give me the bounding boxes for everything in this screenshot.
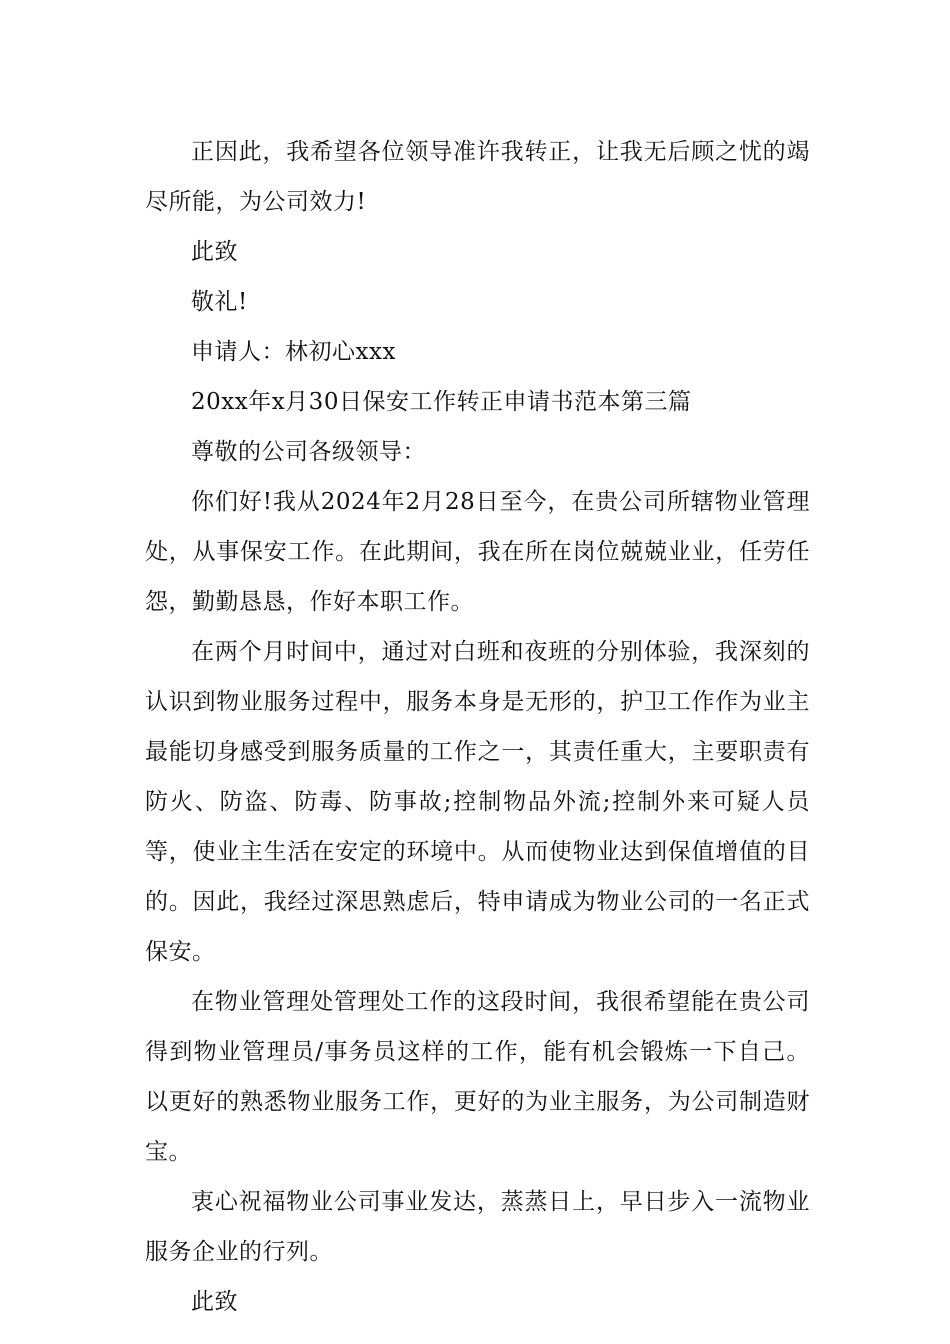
paragraph-closing-request: 正因此，我希望各位领导准许我转正，让我无后顾之忧的竭尽所能，为公司效力! — [145, 139, 810, 215]
paragraph-salutation-cizhi-2: 此致 — [191, 1289, 238, 1315]
paragraph-experience: 在两个月时间中，通过对白班和夜班的分别体验，我深刻的认识到物业服务过程中，服务本身是无形的，护卫工作作为业主最能切身感受到服务质量的工作之一，其责任重大，主要职责有防火、防盗、防毒、防事故;控制物品外流;控制外来可疑人员等，使业主生活在安定的环境中。从而使物业达到保值增值的目的。因此，我经过深思熟虑后，特申请成为物业公司的一名正式保安。 — [145, 639, 810, 965]
document-body — [145, 127, 810, 1327]
paragraph-intro: 你们好!我从2024年2月28日至今，在贵公司所辖物业管理处，从事保安工作。在此期间，我在所在岗位兢兢业业，任劳任怨，勤勤恳恳，作好本职工作。 — [145, 489, 810, 615]
paragraph-greeting: 尊敬的公司各级领导： — [191, 439, 426, 465]
paragraph-salutation-jingli: 敬礼! — [191, 289, 248, 315]
paragraph-applicant: 申请人：林初心xxx — [191, 339, 396, 365]
paragraph-date-title: 20xx年x月30日保安工作转正申请书范本第三篇 — [191, 389, 692, 415]
paragraph-wishes: 衷心祝福物业公司事业发达，蒸蒸日上，早日步入一流物业服务企业的行列。 — [145, 1189, 810, 1265]
paragraph-hope: 在物业管理处管理处工作的这段时间，我很希望能在贵公司得到物业管理员/事务员这样的工作，能有机会锻炼一下自己。以更好的熟悉物业服务工作，更好的为业主服务，为公司制造财宝。 — [145, 989, 810, 1165]
paragraph-salutation-cizhi: 此致 — [191, 239, 238, 265]
